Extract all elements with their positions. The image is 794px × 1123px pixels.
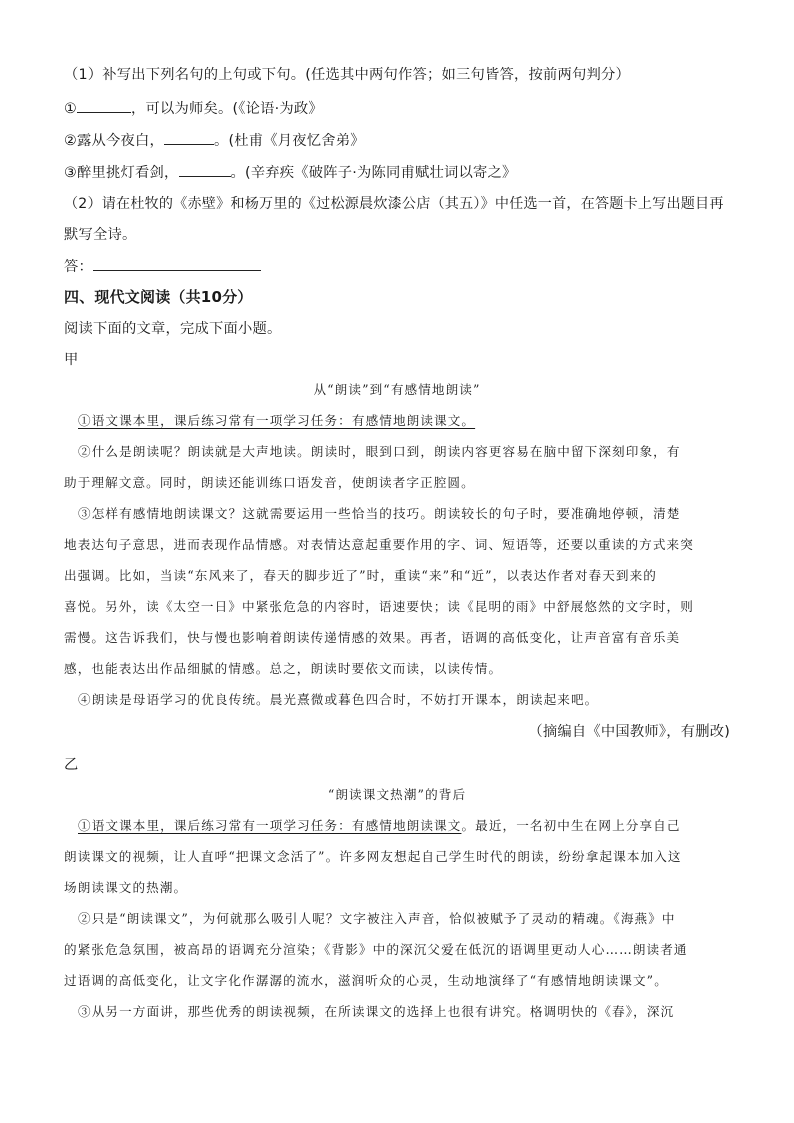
q1-item-1-prefix: ① (64, 101, 78, 117)
q1-instruction: （1）补写出下列名句的上句或下句。(任选其中两句作答；如三句皆答，按前两句判分） (64, 67, 630, 83)
article-jia-line-1 (78, 410, 730, 432)
article-jia-title: 从“朗读”到“有感情地朗读” (313, 382, 481, 397)
section-4-heading: 四、现代文阅读（共10分） (64, 288, 253, 306)
article-yi-line-1-rest: 。最近，一名初中生在网上分享自己 (461, 818, 681, 833)
article-yi-line-7: ③从另一方面讲，那些优秀的朗读视频，在所读课文的选择上也很有讲究。格调明快的《春》，深沉 (78, 1004, 675, 1019)
article-yi-line-6: 过语调的高低变化，让文字化作潺潺的流水，滋润听众的心灵，生动地演绎了“有感情地朗读课文”。 (64, 973, 668, 988)
answer-blank-poem[interactable] (93, 255, 261, 271)
answer-blank-2[interactable] (164, 129, 214, 145)
article-yi-underlined-sentence: ①语文课本里，课后练习常有一项学习任务：有感情地朗读课文 (78, 818, 462, 833)
answer-label: 答： (64, 259, 93, 275)
article-yi-line-5: 的紧张危急氛围，被高昂的语调充分渲染；《背影》中的深沉父爱在低沉的语调里更动人心……朗读者通 (64, 942, 688, 957)
q1-item-3-suffix: 。(辛弃疾《破阵子·为陈同甫赋壮词以寄之》 (230, 165, 517, 181)
q1-item-1 (64, 97, 730, 120)
q2-line-2: 默写全诗。 (64, 227, 137, 243)
article-jia-line-5: 地表达句子意思，进而表现作品情感。对表情达意起重要作用的字、词、短语等，还要以重读的方式来突 (64, 537, 694, 552)
article-jia-label: 甲 (64, 352, 79, 368)
article-yi-line-2: 朗读课文的视频，让人直呼“把课文念活了”。许多网友想起自己学生时代的朗读，纷纷拿起课本加入这 (64, 849, 682, 864)
article-jia-line-4: ③怎样有感情地朗读课文？这就需要运用一些恰当的技巧。朗读较长的句子时，要准确地停顿，清楚 (78, 506, 681, 521)
article-yi-label: 乙 (64, 757, 79, 773)
article-jia-line-9: 感，也能表达出作品细腻的情感。总之，朗读时要依文而读，以读传情。 (64, 661, 503, 676)
article-yi-line-1 (78, 815, 730, 837)
article-yi-line-3: 场朗读课文的热潮。 (64, 880, 188, 895)
article-jia-line-2: ②什么是朗读呢？朗读就是大声地读。朗读时，眼到口到，朗读内容更容易在脑中留下深刻印象，有 (78, 444, 681, 459)
answer-blank-1[interactable] (77, 97, 131, 113)
answer-blank-3[interactable] (179, 161, 231, 177)
q1-item-3-prefix: ③醉里挑灯看剑， (64, 165, 179, 181)
q1-item-2-suffix: 。(杜甫《月夜忆舍弟》 (214, 133, 365, 149)
q1-item-2 (64, 129, 730, 152)
article-jia-source: （摘编自《中国教师》，有删改) (528, 724, 730, 740)
answer-line (64, 255, 730, 278)
section-4-instruction: 阅读下面的文章，完成下面小题。 (64, 321, 282, 337)
article-yi-title: “朗读课文热潮”的背后 (327, 787, 467, 802)
article-jia-line-10: ④朗读是母语学习的优良传统。晨光熹微或暮色四合时，不妨打开课本，朗读起来吧。 (78, 692, 599, 707)
article-jia-line-3: 助于理解文意。同时，朗读还能训练口语发音，使朗读者字正腔圆。 (64, 475, 475, 490)
article-yi-line-4: ②只是“朗读课文”，为何就那么吸引人呢？文字被注入声音，恰似被赋予了灵动的精魂。《海燕》中 (78, 911, 676, 926)
article-jia-underlined-sentence: ①语文课本里，课后练习常有一项学习任务：有感情地朗读课文。 (78, 413, 476, 428)
q2-line-1: （2）请在杜牧的《赤壁》和杨万里的《过松源晨炊漆公店（其五）》中任选一首，在答题卡上写出题目再 (64, 196, 724, 212)
article-jia-line-7: 喜悦。另外，读《太空一日》中紧张危急的内容时，语速要快；读《昆明的雨》中舒展悠然的文字时，则 (64, 599, 694, 614)
q1-item-1-suffix: ，可以为师矣。(《论语·为政》 (131, 101, 323, 117)
q1-item-3 (64, 161, 730, 184)
q1-item-2-prefix: ②露从今夜白， (64, 133, 164, 149)
article-jia-line-6: 出强调。比如，当读“东风来了，春天的脚步近了”时，重读“来”和“近”，以表达作者对春天到来的 (64, 568, 657, 583)
article-jia-line-8: 需慢。这告诉我们，快与慢也影响着朗读传递情感的效果。再者，语调的高低变化，让声音富有音乐美 (64, 630, 681, 645)
